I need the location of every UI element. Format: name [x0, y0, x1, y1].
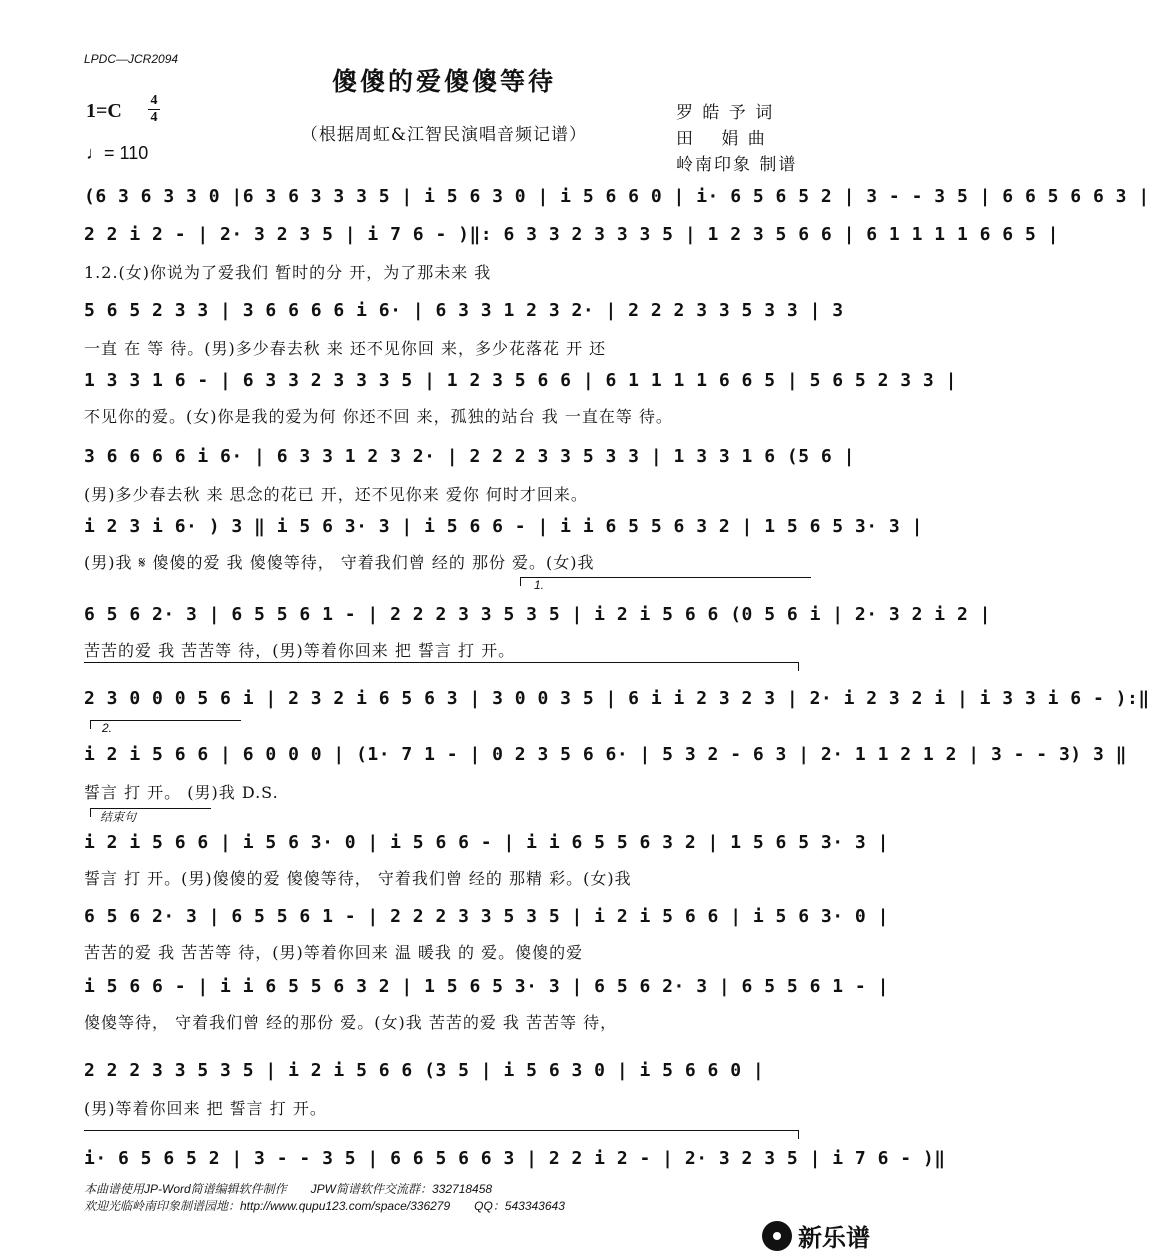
site-logo[interactable] — [762, 1218, 870, 1253]
lyric-line: (男)我 𝄋 傻傻的爱 我 傻傻等待， 守着我们曾 经的 那份 爱。(女)我 — [84, 553, 595, 572]
lyric-line: 1.2.(女)你说为了爱我们 暂时的分 开，为了那未来 我 — [84, 263, 492, 282]
score-code: LPDC—JCR2094 — [84, 52, 179, 66]
lyric-line: 不见你的爱。(女)你是我的爱为何 你还不回 来，孤独的站台 我 一直在等 待。 — [84, 407, 673, 426]
tempo-marking: ♩= 110 — [86, 143, 149, 163]
meter-top: 4 — [150, 93, 158, 108]
page-title: 傻傻的爱傻傻等待 — [331, 67, 556, 96]
coda-label: 结束句 — [100, 810, 137, 824]
composer-credit: 田 娟 曲 — [676, 129, 767, 149]
first-ending-bracket — [520, 577, 811, 586]
first-ending-label: 1. — [534, 578, 545, 592]
lyric-line: (男)等着你回来 把 誓言 打 开。 — [84, 1099, 327, 1118]
second-ending-label: 2. — [102, 721, 113, 735]
notation-line: 6 5 6 2· 3 | 6 5 5 6 1 - | 2 2 2 3 3 5 3 5 | i 2 i 5 6 6 | i 5 6 3· 0 | — [84, 906, 889, 927]
notation-line: 2 2 i 2 - | 2· 3 2 3 5 | i 7 6 - )‖: 6 3 3 2 3 3 3 5 | 1 2 3 5 6 6 | 6 1 1 1 1 6 6 5 | — [84, 224, 1059, 245]
ending-bracket — [84, 1130, 799, 1139]
lyric-line: 傻傻等待， 守着我们曾 经的那份 爱。(女)我 苦苦的爱 我 苦苦等 待， — [84, 1013, 618, 1032]
notation-line: 6 5 6 2· 3 | 6 5 5 6 1 - | 2 2 2 3 3 5 3 5 | i 2 i 5 6 6 (0 5 6 i | 2· 3 2 i 2 | — [84, 604, 991, 625]
page-subtitle: （根据周虹&江智民演唱音频记谱） — [300, 125, 588, 145]
key-signature: 1=C — [86, 100, 122, 122]
lyric-line: 誓言 打 开。(男)傻傻的爱 傻傻等待， 守着我们曾 经的 那精 彩。(女)我 — [84, 869, 632, 888]
notation-line: 2 2 2 3 3 5 3 5 | i 2 i 5 6 6 (3 5 | i 5 6 3 0 | i 5 6 6 0 | — [84, 1060, 765, 1081]
lyric-line: 苦苦的爱 我 苦苦等 待，(男)等着你回来 把 誓言 打 开。 — [84, 641, 516, 660]
first-ending-bracket-continued — [84, 662, 799, 671]
record-disc-icon — [762, 1221, 792, 1251]
notation-line: 2 3 0 0 0 5 6 i | 2 3 2 i 6 5 6 3 | 3 0 0 3 5 | 6 i i 2 3 2 3 | 2· i 2 3 2 i | i 3 3 i 6 - ):‖ — [84, 688, 1150, 709]
footer-line: 欢迎光临岭南印象制谱园地：http://www.qupu123.com/space/336279 QQ：543343643 — [84, 1199, 565, 1213]
arranger-credit: 岭南印象 制谱 — [676, 155, 798, 175]
notation-line: (6 3 6 3 3 0 |6 3 6 3 3 3 5 | i 5 6 3 0 | i 5 6 6 0 | i· 6 5 6 5 2 | 3 - - 3 5 | 6 6 5 6 6 3 | — [84, 186, 1150, 207]
notation-line: 5 6 5 2 3 3 | 3 6 6 6 6 i 6· | 6 3 3 1 2 3 2· | 2 2 2 3 3 5 3 3 | 3 — [84, 300, 844, 321]
lyric-line: 誓言 打 开。 (男)我 D.S. — [84, 783, 279, 802]
second-ending-bracket — [90, 720, 241, 729]
notation-line: i· 6 5 6 5 2 | 3 - - 3 5 | 6 6 5 6 6 3 | 2 2 i 2 - | 2· 3 2 3 5 | i 7 6 - )‖ — [84, 1148, 946, 1169]
notation-line: i 2 i 5 6 6 | 6 0 0 0 | (1· 7 1 - | 0 2 3 5 6 6· | 5 3 2 - 6 3 | 2· 1 1 2 1 2 | 3 - - 3) 3 ‖ — [84, 744, 1127, 765]
lyricist-credit: 罗 皓 予 词 — [676, 103, 775, 123]
meter-bottom: 4 — [150, 110, 158, 125]
lyric-line: (男)多少春去秋 来 思念的花已 开，还不见你来 爱你 何时才回来。 — [84, 485, 588, 504]
notation-line: i 2 i 5 6 6 | i 5 6 3· 0 | i 5 6 6 - | i i 6 5 5 6 3 2 | 1 5 6 5 3· 3 | — [84, 832, 889, 853]
notation-line: i 2 3 i 6· ) 3 ‖ i 5 6 3· 3 | i 5 6 6 - | i i 6 5 5 6 3 2 | 1 5 6 5 3· 3 | — [84, 516, 923, 537]
notation-line: 3 6 6 6 6 i 6· | 6 3 3 1 2 3 2· | 2 2 2 3 3 5 3 3 | 1 3 3 1 6 (5 6 | — [84, 446, 855, 467]
lyric-line: 一直 在 等 待。(男)多少春去秋 来 还不见你回 来，多少花落花 开 还 — [84, 339, 607, 358]
footer-line: 本曲谱使用JP-Word简谱编辑软件制作 JPW简谱软件交流群：332718458 — [84, 1182, 493, 1196]
notation-line: 1 3 3 1 6 - | 6 3 3 2 3 3 3 5 | 1 2 3 5 6 6 | 6 1 1 1 1 6 6 5 | 5 6 5 2 3 3 | — [84, 370, 957, 391]
logo-text: 新乐谱 — [798, 1224, 870, 1252]
lyric-line: 苦苦的爱 我 苦苦等 待，(男)等着你回来 温 暖我 的 爱。傻傻的爱 — [84, 943, 584, 962]
notation-line: i 5 6 6 - | i i 6 5 5 6 3 2 | 1 5 6 5 3· 3 | 6 5 6 2· 3 | 6 5 5 6 1 - | — [84, 976, 889, 997]
time-signature — [148, 94, 160, 125]
